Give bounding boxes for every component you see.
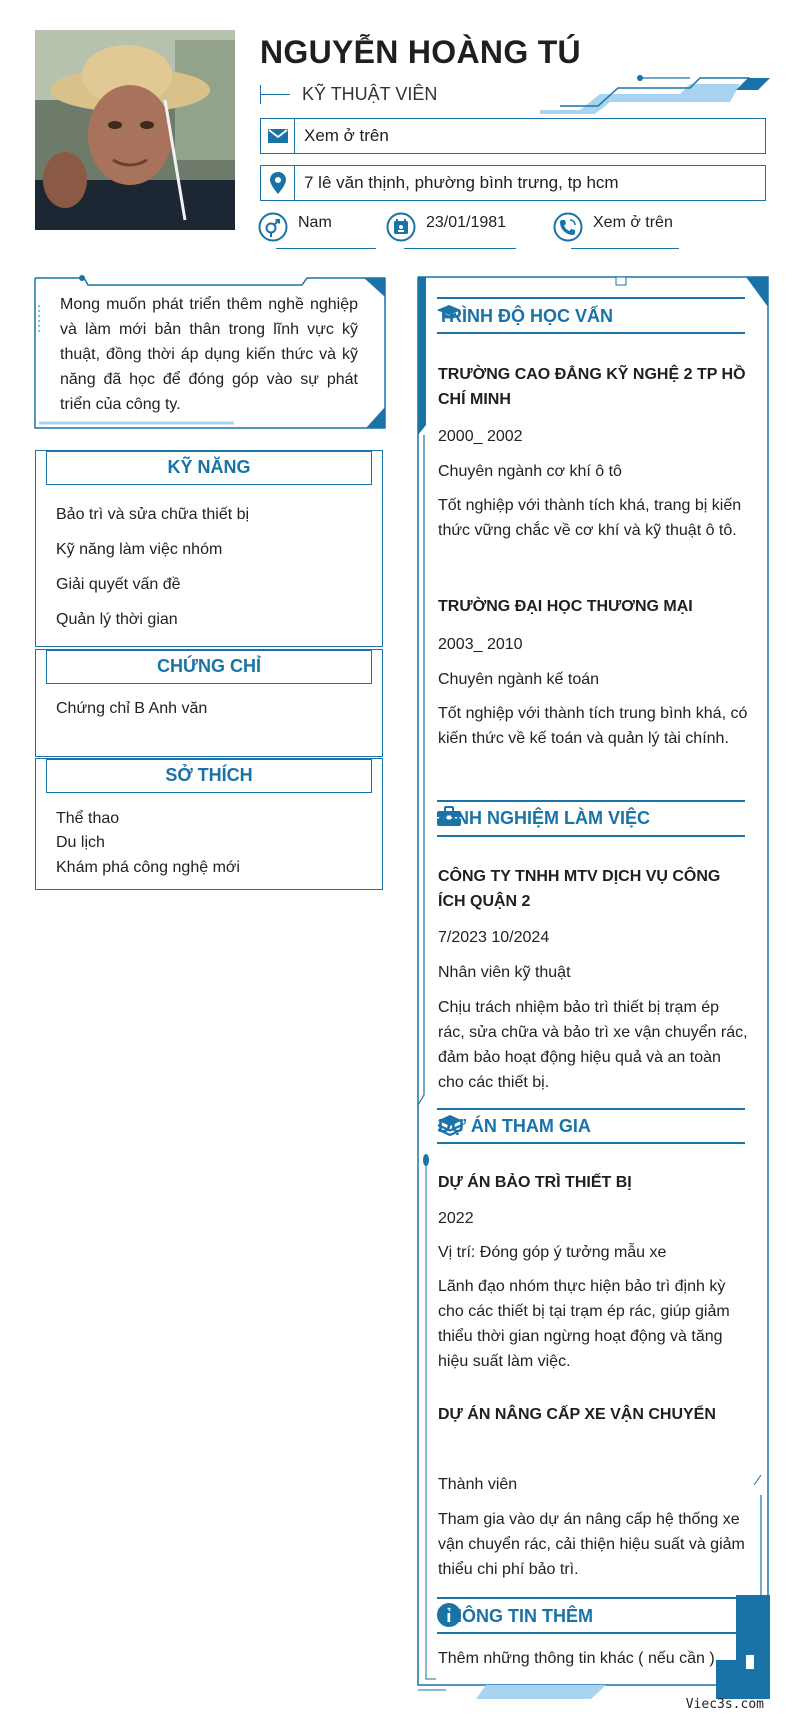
hobbies-title: SỞ THÍCH — [46, 759, 372, 793]
skill-item: Kỹ năng làm việc nhóm — [56, 541, 223, 558]
certificates-title: CHỨNG CHỈ — [46, 650, 372, 684]
experience-title: KINH NGHIỆM LÀM VIỆC — [438, 808, 651, 828]
exp-company: CÔNG TY TNHH MTV DỊCH VỤ CÔNG ÍCH QUẬN 2 — [438, 868, 721, 910]
edu-period: 2000_ 2002 — [438, 428, 523, 445]
birthday-underline — [404, 248, 516, 249]
header-decoration — [540, 72, 770, 114]
certificate-item: Chứng chỉ B Anh văn — [56, 700, 208, 717]
edu-major: Chuyên ngành cơ khí ô tô — [438, 463, 622, 480]
gender-underline — [276, 248, 376, 249]
email-field — [260, 118, 766, 154]
birthday-item — [386, 212, 506, 242]
full-name: NGUYỄN HOÀNG TÚ — [260, 34, 581, 70]
additional-title: THÔNG TIN THÊM — [438, 1606, 593, 1626]
edu-school: TRƯỜNG ĐẠI HỌC THƯƠNG MẠI — [438, 598, 693, 615]
birthday-text: 23/01/1981 — [426, 214, 507, 231]
address-field — [260, 165, 766, 201]
projects-rule-bottom — [437, 1142, 745, 1144]
project-desc: Lãnh đạo nhóm thực hiện bảo trì định kỳ cho các thiết bị tại trạm ép rác, giúp giảm thiểu thời gian ngừng hoạt động và tăng hiệu suất làm việc. — [438, 1278, 730, 1370]
job-title-line — [260, 94, 290, 95]
gender-icon — [258, 212, 288, 242]
experience-rule-top — [437, 800, 745, 802]
calendar-icon — [386, 212, 416, 242]
envelope-icon — [261, 119, 295, 153]
project-role: Vị trí: Đóng góp ý tưởng mẫu xe — [438, 1244, 667, 1261]
edu-period: 2003_ 2010 — [438, 636, 523, 653]
skills-title: KỸ NĂNG — [46, 451, 372, 485]
skill-item: Giải quyết vấn đề — [56, 576, 181, 593]
education-title: TRÌNH ĐỘ HỌC VẤN — [438, 306, 613, 326]
phone-icon — [553, 212, 583, 242]
skill-item: Bảo trì và sửa chữa thiết bị — [56, 506, 250, 523]
hobby-item: Thể thao — [56, 810, 120, 827]
edu-school: TRƯỜNG CAO ĐẲNG KỸ NGHỆ 2 TP HỒ CHÍ MINH — [438, 366, 746, 408]
edu-desc: Tốt nghiệp với thành tích khá, trang bị kiến thức vững chắc về cơ khí và kỹ thuật ô tô. — [438, 497, 742, 539]
exp-desc: Chịu trách nhiệm bảo trì thiết bị trạm ép rác, sửa chữa và bảo trì xe vận chuyển rác, đảm bảo hoạt động hiệu quả và an toàn cho các thiết bị. — [438, 999, 748, 1091]
skill-item: Quản lý thời gian — [56, 611, 178, 628]
job-title — [260, 84, 437, 105]
exp-position: Nhân viên kỹ thuật — [438, 964, 571, 981]
phone-underline — [571, 248, 679, 249]
email-text: Xem ở trên — [304, 126, 389, 145]
project-year: 2022 — [438, 1210, 474, 1227]
location-pin-icon — [261, 166, 295, 200]
project-name: DỰ ÁN NÂNG CẤP XE VẬN CHUYỂN — [438, 1406, 716, 1423]
hobby-item: Du lịch — [56, 834, 105, 851]
education-rule-top — [437, 297, 745, 299]
edu-desc: Tốt nghiệp với thành tích trung bình khá, có kiến thức về kế toán và quản lý tài chính. — [438, 705, 748, 747]
experience-rule-bottom — [437, 835, 745, 837]
gender-item — [258, 212, 332, 242]
education-rule-bottom — [437, 332, 745, 334]
phone-item — [553, 212, 673, 242]
projects-rule-top — [437, 1108, 745, 1110]
profile-photo — [35, 30, 235, 230]
additional-text: Thêm những thông tin khác ( nếu cần ) — [438, 1650, 715, 1667]
hobby-item: Khám phá công nghệ mới — [56, 859, 240, 876]
additional-rule-bottom — [437, 1632, 745, 1634]
project-name: DỰ ÁN BẢO TRÌ THIẾT BỊ — [438, 1174, 632, 1191]
exp-period: 7/2023 10/2024 — [438, 929, 550, 946]
job-title-text: KỸ THUẬT VIÊN — [302, 84, 438, 104]
gender-text: Nam — [298, 214, 332, 231]
watermark: Viec3s.com — [685, 1697, 764, 1712]
address-text: 7 lê văn thịnh, phường bình trưng, tp hcm — [304, 173, 619, 192]
projects-title: DỰ ÁN THAM GIA — [438, 1116, 591, 1136]
project-role: Thành viên — [438, 1476, 518, 1493]
additional-rule-top — [437, 1597, 745, 1599]
phone-text: Xem ở trên — [593, 214, 673, 231]
career-objective: Mong muốn phát triển thêm nghề nghiệp và làm mới bản thân trong lĩnh vực kỹ thuật, đồng thời áp dụng kiến thức và kỹ năng đã học để đóng góp vào sự phát triển của công ty. — [60, 296, 358, 413]
project-desc: Tham gia vào dự án nâng cấp hệ thống xe vận chuyển rác, cải thiện hiệu suất và giảm thiểu chi phí bảo trì. — [438, 1511, 745, 1578]
edu-major: Chuyên ngành kế toán — [438, 671, 600, 688]
